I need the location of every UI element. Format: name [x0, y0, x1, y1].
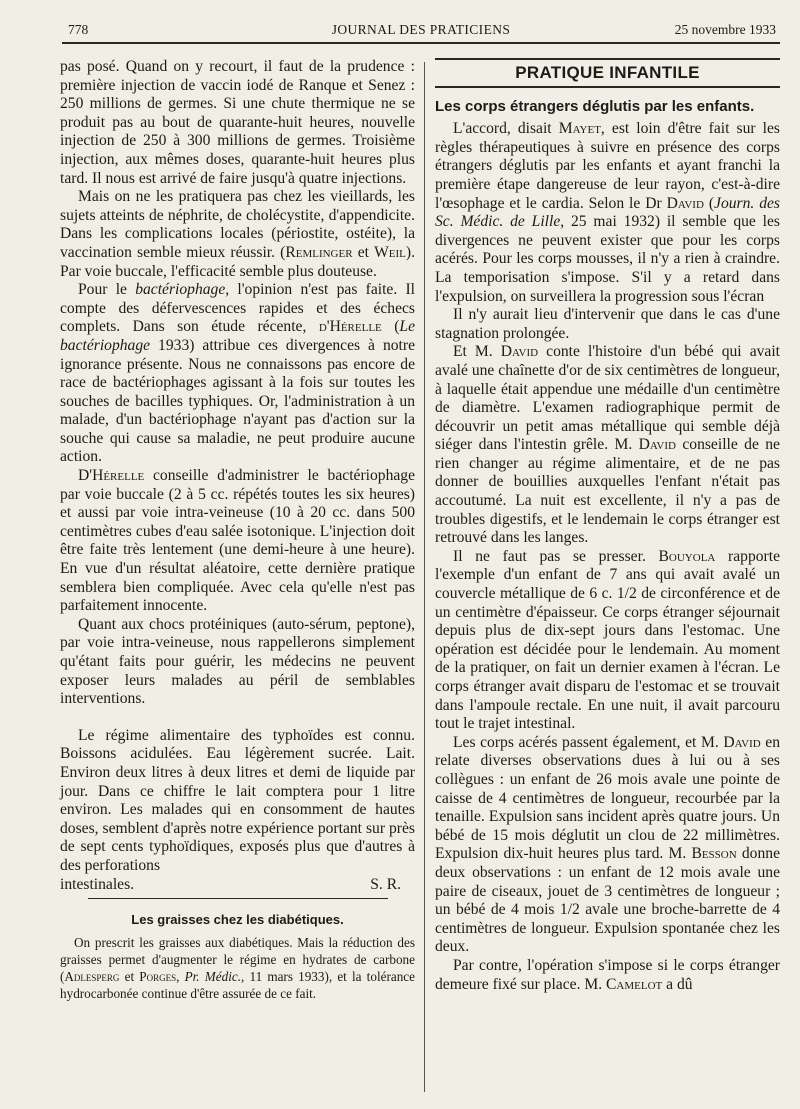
- paragraph: Mais on ne les pratiquera pas chez les vieillards, les sujets atteints de néphrite, de cholécystite, d'appendicite. Dans les complications locales (périostite, ostéite), la vaccination semble mieux réussir. (Remlinger et Weil). Par voie buccale, l'efficacité semble plus douteuse.: [60, 188, 415, 280]
- paragraph: Quant aux chocs protéiniques (auto-sérum, peptone), par voie intra-veineuse, nous rappellerons simplement qu'étant faits pour guérir, les médecins ne peuvent exposer leurs malades au péril de semblables interventions.: [60, 615, 415, 708]
- signature: S. R.: [370, 875, 401, 893]
- paragraph: Le régime alimentaire des typhoïdes est connu. Boissons acidulées. Eau légèrement sucrée. Lait. Environ deux litres à deux litres et demi de liquide par jour. Dans ce chiffre le lait comptera pour 1 litre environ. Les malades qui en consomment de hautes doses, semblent d'après notre expérience portant sur près de sept cents typhoïdiques, exposés plus que d'autres à des perforations: [60, 726, 415, 874]
- paragraph: Pour le bactériophage, l'opinion n'est pas faite. Il compte des défervescences rapides et des échecs complets. Dans son étude récente, d'Hérelle (Le bactériophage 1933) attribue ces divergences à notre ignorance présente. Nous ne connaissons pas encore de race de bactériophages agissant à la fois sur toutes les souches de bacilles typhiques. Or, l'administration à un malade, d'un bactériophage n'ayant pas d'action sur la souche qui cause sa maladie, ne peut produire aucune action.: [60, 281, 415, 466]
- signature-line: intestinales. S. R.: [60, 876, 415, 895]
- paragraph: Il n'y aurait lieu d'intervenir que dans le cas d'une stagnation prolongée.: [435, 306, 780, 342]
- paragraph: Les corps acérés passent également, et M. David en relate diverses observations dues à lui ou à ses collègues : un enfant de 26 mois avale une pointe de caisse de 4 centimètres de longueur, recourbée par la tenaille. Expulsion sans incident après quatre jours. Un bébé de 15 mois déglutit un clou de 22 millimètres. Expulsion dix-huit heures plus tard. M. Besson donne deux observations : un enfant de 12 mois avale une paire de ciseaux, jouet de 3 centimètres de longueur ; un bébé de 4 mois 1/2 avale une broche-barrette de 4 centimètres de longueur. Expulsion spontanée chez les deux.: [435, 733, 781, 956]
- journal-title: JOURNAL DES PRATICIENS: [331, 22, 511, 37]
- page-number: 778: [68, 22, 89, 37]
- running-header: [62, 20, 780, 44]
- column-divider: [424, 62, 425, 1092]
- paragraph: L'accord, disait Mayet, est loin d'être fait sur les règles thérapeutiques à suivre en présence des corps étrangers déglutis par les enfants et ayant franchi la première étape dangereuse de leur rayon, c'est-à-dire l'œsophage et le cardia. Selon le Dr David (Journ. des Sc. Médic. de Lille, 25 mai 1932) il semble que les divergences ne peuvent exister que pour les corps acérés. Pour les corps mousses, il n'y a rien à craindre. La temporisation s'impose. S'il y a retard dans l'expulsion, on surveillera la progression sous l'écran: [435, 120, 781, 305]
- paragraph: Par contre, l'opération s'impose si le corps étranger demeure fixé sur place. M. Camelot a dû: [435, 956, 780, 993]
- note-title: Les graisses chez les diabétiques.: [131, 912, 344, 928]
- article-title: Les corps étrangers déglutis par les enfants.: [435, 97, 755, 115]
- section-title: PRATIQUE INFANTILE: [435, 58, 780, 88]
- paragraph: D'Hérelle conseille d'administrer le bactériophage par voie buccale (2 à 5 cc. répétés toutes les six heures) et aussi par voie intra-veineuse (10 à 20 cc. dans 500 centimètres cubes d'eau salée isotonique. L'injection doit être faite très lentement (une demi-heure à une heure). En vue d'un résultat aléatoire, cette dernière pratique semblera bien compliquée. Avec cela qu'elle n'est pas parfaitement innocente.: [60, 467, 415, 615]
- divider: [88, 898, 388, 899]
- note-body: On prescrit les graisses aux diabétiques. Mais la réduction des graisses permet d'augmenter le régime en hydrates de carbone (Adlesperg et Porges, Pr. Médic., 11 mars 1933), et la tolérance hydrocarbonée continue d'être assurée de ce fait.: [60, 934, 415, 1002]
- paragraph: Et M. David conte l'histoire d'un bébé qui avait avalé une chaînette d'or de six centimètres de longueur, à laquelle était appendue une médaille d'un centimètre de diamètre. L'examen radiographique permit de découvrir un petit amas métallique qui semble déjà siéger dans l'intestin grêle. M. David conseille de ne rien changer au régime alimentaire, et de ne pas donner de bouillies auxquelles l'enfant n'était pas accoutumé. La nuit est excellente, il n'y a pas de troubles digestifs, et le lendemain le corps étranger est retrouvé dans les langes.: [435, 343, 780, 547]
- right-column: [435, 58, 780, 994]
- paragraph: Il ne faut pas se presser. Bouyola rapporte l'exemple d'un enfant de 7 ans qui avait avalé un couvercle métallique de 6 c. 1/2 de circonférence et de un centimètre d'épaisseur. Ce corps étranger séjournait depuis plus de dix-sept jours dans l'estomac. Une opération est décidée pour le lendemain. Au moment de la pratiquer, on fait un dernier examen à l'écran. Le corps étranger avait disparu de l'estomac et se trouvait dans l'ampoule rectale. En une nuit, il avait parcouru tout le trajet intestinal.: [435, 547, 780, 733]
- paragraph: pas posé. Quand on y recourt, il faut de la prudence : première injection de vaccin iodé de Ranque et Senez : 250 millions de germes. Si une chute thermique ne se produit pas au bout de quarante-huit heures, nouvelle injection de 250 à 300 millions de germes. Troisième injection, aux mêmes doses, quarante-huit heures plus tard. Il nous est arrivé de faire jusqu'à quatre injections.: [60, 58, 415, 187]
- left-column: [60, 58, 415, 1003]
- issue-date: 25 novembre 1933: [674, 22, 776, 37]
